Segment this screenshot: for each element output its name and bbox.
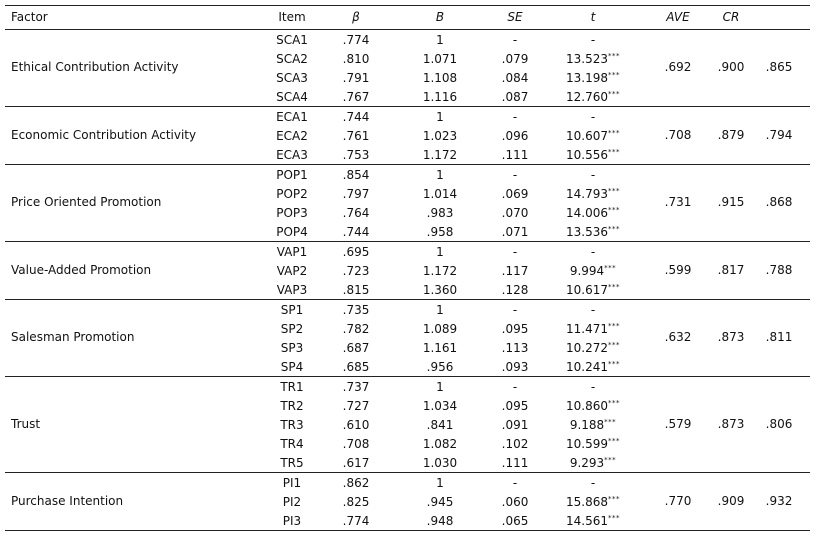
t-value: 13.523	[566, 52, 608, 66]
t-value-cell	[553, 264, 633, 278]
significance-marker: ***	[608, 495, 620, 503]
significance-marker: ***	[604, 456, 617, 464]
table-row	[5, 511, 810, 530]
beta-value: .810	[342, 52, 370, 66]
se-value: -	[512, 110, 518, 124]
table-row	[5, 300, 810, 319]
b-value: 1	[436, 380, 444, 394]
significance-marker: ***	[608, 148, 620, 156]
b-value: 1	[436, 168, 444, 182]
significance-marker: ***	[608, 322, 620, 330]
item-code: TR4	[280, 437, 304, 451]
t-value: 10.617	[566, 283, 608, 297]
t-value-cell	[553, 90, 633, 104]
table-row	[5, 165, 810, 184]
item-code: SCA2	[276, 52, 308, 66]
significance-marker: ***	[608, 129, 620, 137]
t-value-cell	[553, 303, 633, 317]
table-body	[5, 30, 810, 531]
beta-value: .617	[342, 456, 370, 470]
se-value: .095	[501, 399, 529, 413]
factor-name: Price Oriented Promotion	[11, 195, 162, 209]
t-value: -	[590, 110, 596, 124]
item-code: SP3	[280, 341, 304, 355]
t-value: -	[590, 303, 596, 317]
table-row	[5, 68, 810, 87]
item-code: ECA3	[276, 148, 308, 162]
table-row	[5, 396, 810, 415]
item-code: ECA2	[276, 129, 308, 143]
se-value: .069	[501, 187, 529, 201]
se-value: .070	[501, 206, 529, 220]
t-value-cell	[553, 110, 633, 124]
item-code: SCA1	[276, 33, 308, 47]
b-value: 1	[436, 303, 444, 317]
significance-marker: ***	[608, 71, 620, 79]
beta-value: .744	[342, 225, 370, 239]
t-value-cell	[553, 206, 633, 220]
beta-value: .735	[342, 303, 370, 317]
header-beta: β	[352, 10, 360, 24]
significance-marker: ***	[608, 514, 620, 522]
significance-marker: ***	[608, 52, 620, 60]
t-value-cell	[553, 360, 633, 374]
significance-marker: ***	[608, 225, 620, 233]
se-value: .091	[501, 418, 529, 432]
se-value: .117	[501, 264, 529, 278]
se-value: .084	[501, 71, 529, 85]
significance-marker: ***	[608, 206, 620, 214]
table-row	[5, 492, 810, 511]
beta-value: .753	[342, 148, 370, 162]
factor-group	[5, 242, 810, 300]
se-value: .096	[501, 129, 529, 143]
t-value: -	[590, 380, 596, 394]
item-code: SCA4	[276, 90, 308, 104]
t-value-cell	[553, 71, 633, 85]
table-row	[5, 203, 810, 222]
beta-value: .737	[342, 380, 370, 394]
se-value: .113	[501, 341, 529, 355]
ave-value: .579	[664, 416, 692, 431]
factor-group	[5, 377, 810, 473]
table-row	[5, 319, 810, 338]
table-row	[5, 184, 810, 203]
cr-value: .915	[717, 195, 745, 209]
t-value: 13.536	[566, 225, 608, 239]
se-value: .111	[501, 148, 529, 162]
item-code: SCA3	[276, 71, 308, 85]
t-value-cell	[553, 245, 633, 259]
item-code: POP2	[276, 187, 308, 201]
beta-value: .687	[342, 341, 370, 355]
item-code: SP4	[280, 360, 304, 374]
b-value: .948	[426, 514, 454, 528]
header-factor: Factor	[11, 10, 48, 24]
item-code: VAP2	[276, 264, 308, 278]
b-value: .956	[426, 360, 454, 374]
t-value: 13.198	[566, 71, 608, 85]
beta-value: .761	[342, 129, 370, 143]
b-value: 1.023	[422, 129, 458, 143]
table-row	[5, 357, 810, 376]
factor-group	[5, 300, 810, 377]
t-value-cell	[553, 148, 633, 162]
b-value: 1.034	[422, 399, 458, 413]
se-value: .087	[501, 90, 529, 104]
t-value: 14.793	[566, 187, 608, 201]
factor-analysis-table	[5, 5, 810, 531]
table-row	[5, 338, 810, 357]
beta-value: .791	[342, 71, 370, 85]
t-value-cell	[553, 495, 633, 509]
t-value-cell	[553, 187, 633, 201]
significance-marker: ***	[608, 437, 620, 445]
factor-name: Trust	[11, 416, 41, 431]
t-value-cell	[553, 456, 633, 470]
header-se: SE	[507, 10, 523, 24]
t-value-cell	[553, 418, 633, 432]
se-value: .111	[501, 456, 529, 470]
table-row	[5, 87, 810, 106]
alpha-value: .794	[765, 127, 793, 142]
se-value: .095	[501, 322, 529, 336]
t-value-cell	[553, 168, 633, 182]
t-value-cell	[553, 437, 633, 451]
significance-marker: ***	[608, 187, 620, 195]
se-value: .128	[501, 283, 529, 297]
factor-name: Salesman Promotion	[11, 330, 135, 344]
ave-value: .632	[664, 330, 692, 344]
item-code: TR3	[280, 418, 304, 432]
cr-value: .909	[717, 493, 745, 508]
t-value: 10.556	[566, 148, 608, 162]
b-value: .958	[426, 225, 454, 239]
header-t: t	[590, 10, 596, 24]
t-value-cell	[553, 33, 633, 47]
t-value-cell	[553, 52, 633, 66]
table-row	[5, 242, 810, 261]
ave-value: .599	[664, 262, 692, 277]
se-value: .071	[501, 225, 529, 239]
factor-name: Economic Contribution Activity	[11, 127, 197, 142]
factor-name: Purchase Intention	[11, 493, 124, 508]
se-value: -	[512, 380, 518, 394]
beta-value: .767	[342, 90, 370, 104]
se-value: -	[512, 476, 518, 490]
item-code: VAP1	[276, 245, 308, 259]
b-value: .945	[426, 495, 454, 509]
cr-value: .873	[717, 330, 745, 344]
b-value: 1	[436, 110, 444, 124]
beta-value: .708	[342, 437, 370, 451]
significance-marker: ***	[604, 418, 617, 426]
t-value: 11.471	[566, 322, 608, 336]
b-value: 1.082	[422, 437, 458, 451]
b-value: 1.161	[422, 341, 458, 355]
table-row	[5, 261, 810, 280]
t-value: 14.561	[566, 514, 608, 528]
factor-group	[5, 107, 810, 165]
beta-value: .774	[342, 33, 370, 47]
beta-value: .797	[342, 187, 370, 201]
table-row	[5, 126, 810, 145]
se-value: -	[512, 168, 518, 182]
se-value: -	[512, 245, 518, 259]
significance-marker: ***	[604, 264, 617, 272]
beta-value: .764	[342, 206, 370, 220]
table-row	[5, 107, 810, 126]
beta-value: .727	[342, 399, 370, 413]
b-value: 1.116	[422, 90, 458, 104]
beta-value: .815	[342, 283, 370, 297]
alpha-value: .811	[765, 330, 793, 344]
t-value-cell	[553, 514, 633, 528]
significance-marker: ***	[608, 399, 620, 407]
b-value: .983	[426, 206, 454, 220]
table-row	[5, 453, 810, 472]
t-value: 14.006	[566, 206, 608, 220]
b-value: 1.030	[422, 456, 458, 470]
t-value-cell	[553, 129, 633, 143]
item-code: POP3	[276, 206, 308, 220]
t-value: -	[590, 245, 596, 259]
significance-marker: ***	[608, 283, 620, 291]
t-value-cell	[553, 380, 633, 394]
alpha-value: .806	[765, 416, 793, 431]
t-value: -	[590, 168, 596, 182]
b-value: 1	[436, 245, 444, 259]
beta-value: .854	[342, 168, 370, 182]
cr-value: .873	[717, 416, 745, 431]
significance-marker: ***	[608, 90, 620, 98]
t-value: 10.860	[566, 399, 608, 413]
b-value: 1.089	[422, 322, 458, 336]
b-value: 1.071	[422, 52, 458, 66]
item-code: PI1	[282, 476, 302, 490]
table-row	[5, 30, 810, 49]
factor-group	[5, 473, 810, 531]
b-value: 1.172	[422, 264, 458, 278]
t-value-cell	[553, 341, 633, 355]
se-value: .079	[501, 52, 529, 66]
se-value: .102	[501, 437, 529, 451]
table-row	[5, 49, 810, 68]
header-cr: CR	[722, 10, 740, 24]
table-row	[5, 434, 810, 453]
item-code: TR5	[280, 456, 304, 470]
se-value: .060	[501, 495, 529, 509]
item-code: VAP3	[276, 283, 308, 297]
item-code: PI2	[282, 495, 302, 509]
t-value-cell	[553, 225, 633, 239]
header-b: B	[435, 10, 445, 24]
se-value: -	[512, 33, 518, 47]
ave-value: .731	[664, 195, 692, 209]
item-code: SP1	[280, 303, 304, 317]
header-item: Item	[278, 10, 306, 24]
table-row	[5, 377, 810, 396]
t-value: 12.760	[566, 90, 608, 104]
beta-value: .774	[342, 514, 370, 528]
item-code: SP2	[280, 322, 304, 336]
factor-group	[5, 30, 810, 107]
beta-value: .825	[342, 495, 370, 509]
ave-value: .692	[664, 60, 692, 74]
significance-marker: ***	[608, 341, 620, 349]
item-code: TR2	[280, 399, 304, 413]
beta-value: .782	[342, 322, 370, 336]
item-code: ECA1	[276, 110, 308, 124]
beta-value: .862	[342, 476, 370, 490]
t-value-cell	[553, 322, 633, 336]
b-value: 1.172	[422, 148, 458, 162]
ave-value: .708	[664, 127, 692, 142]
t-value: 9.188	[569, 418, 605, 432]
beta-value: .744	[342, 110, 370, 124]
t-value: 10.241	[566, 360, 608, 374]
table-row	[5, 280, 810, 299]
t-value: 10.272	[566, 341, 608, 355]
t-value: 15.868	[566, 495, 608, 509]
cr-value: .817	[717, 262, 745, 277]
t-value: 9.293	[569, 456, 605, 470]
item-code: PI3	[282, 514, 302, 528]
b-value: .841	[426, 418, 454, 432]
header-ave: AVE	[666, 10, 690, 24]
table-row	[5, 145, 810, 164]
t-value: 9.994	[569, 264, 605, 278]
se-value: .093	[501, 360, 529, 374]
beta-value: .610	[342, 418, 370, 432]
factor-group	[5, 165, 810, 242]
cr-value: .879	[717, 127, 745, 142]
t-value: 10.607	[566, 129, 608, 143]
beta-value: .723	[342, 264, 370, 278]
se-value: -	[512, 303, 518, 317]
b-value: 1	[436, 476, 444, 490]
t-value-cell	[553, 476, 633, 490]
b-value: 1.108	[422, 71, 458, 85]
b-value: 1	[436, 33, 444, 47]
item-code: POP1	[276, 168, 308, 182]
beta-value: .695	[342, 245, 370, 259]
table-header-row	[5, 5, 810, 30]
table-row	[5, 415, 810, 434]
table-row	[5, 222, 810, 241]
ave-value: .770	[664, 493, 692, 508]
beta-value: .685	[342, 360, 370, 374]
factor-name: Ethical Contribution Activity	[11, 60, 179, 74]
alpha-value: .868	[765, 195, 793, 209]
t-value-cell	[553, 283, 633, 297]
alpha-value: .932	[765, 493, 793, 508]
cr-value: .900	[717, 60, 745, 74]
b-value: 1.360	[422, 283, 458, 297]
t-value: -	[590, 476, 596, 490]
b-value: 1.014	[422, 187, 458, 201]
se-value: .065	[501, 514, 529, 528]
t-value-cell	[553, 399, 633, 413]
alpha-value: .865	[765, 60, 793, 74]
alpha-value: .788	[765, 262, 793, 277]
item-code: POP4	[276, 225, 308, 239]
factor-name: Value-Added Promotion	[11, 262, 152, 277]
t-value: 10.599	[566, 437, 608, 451]
item-code: TR1	[280, 380, 304, 394]
significance-marker: ***	[608, 360, 620, 368]
table-row	[5, 473, 810, 492]
t-value: -	[590, 33, 596, 47]
